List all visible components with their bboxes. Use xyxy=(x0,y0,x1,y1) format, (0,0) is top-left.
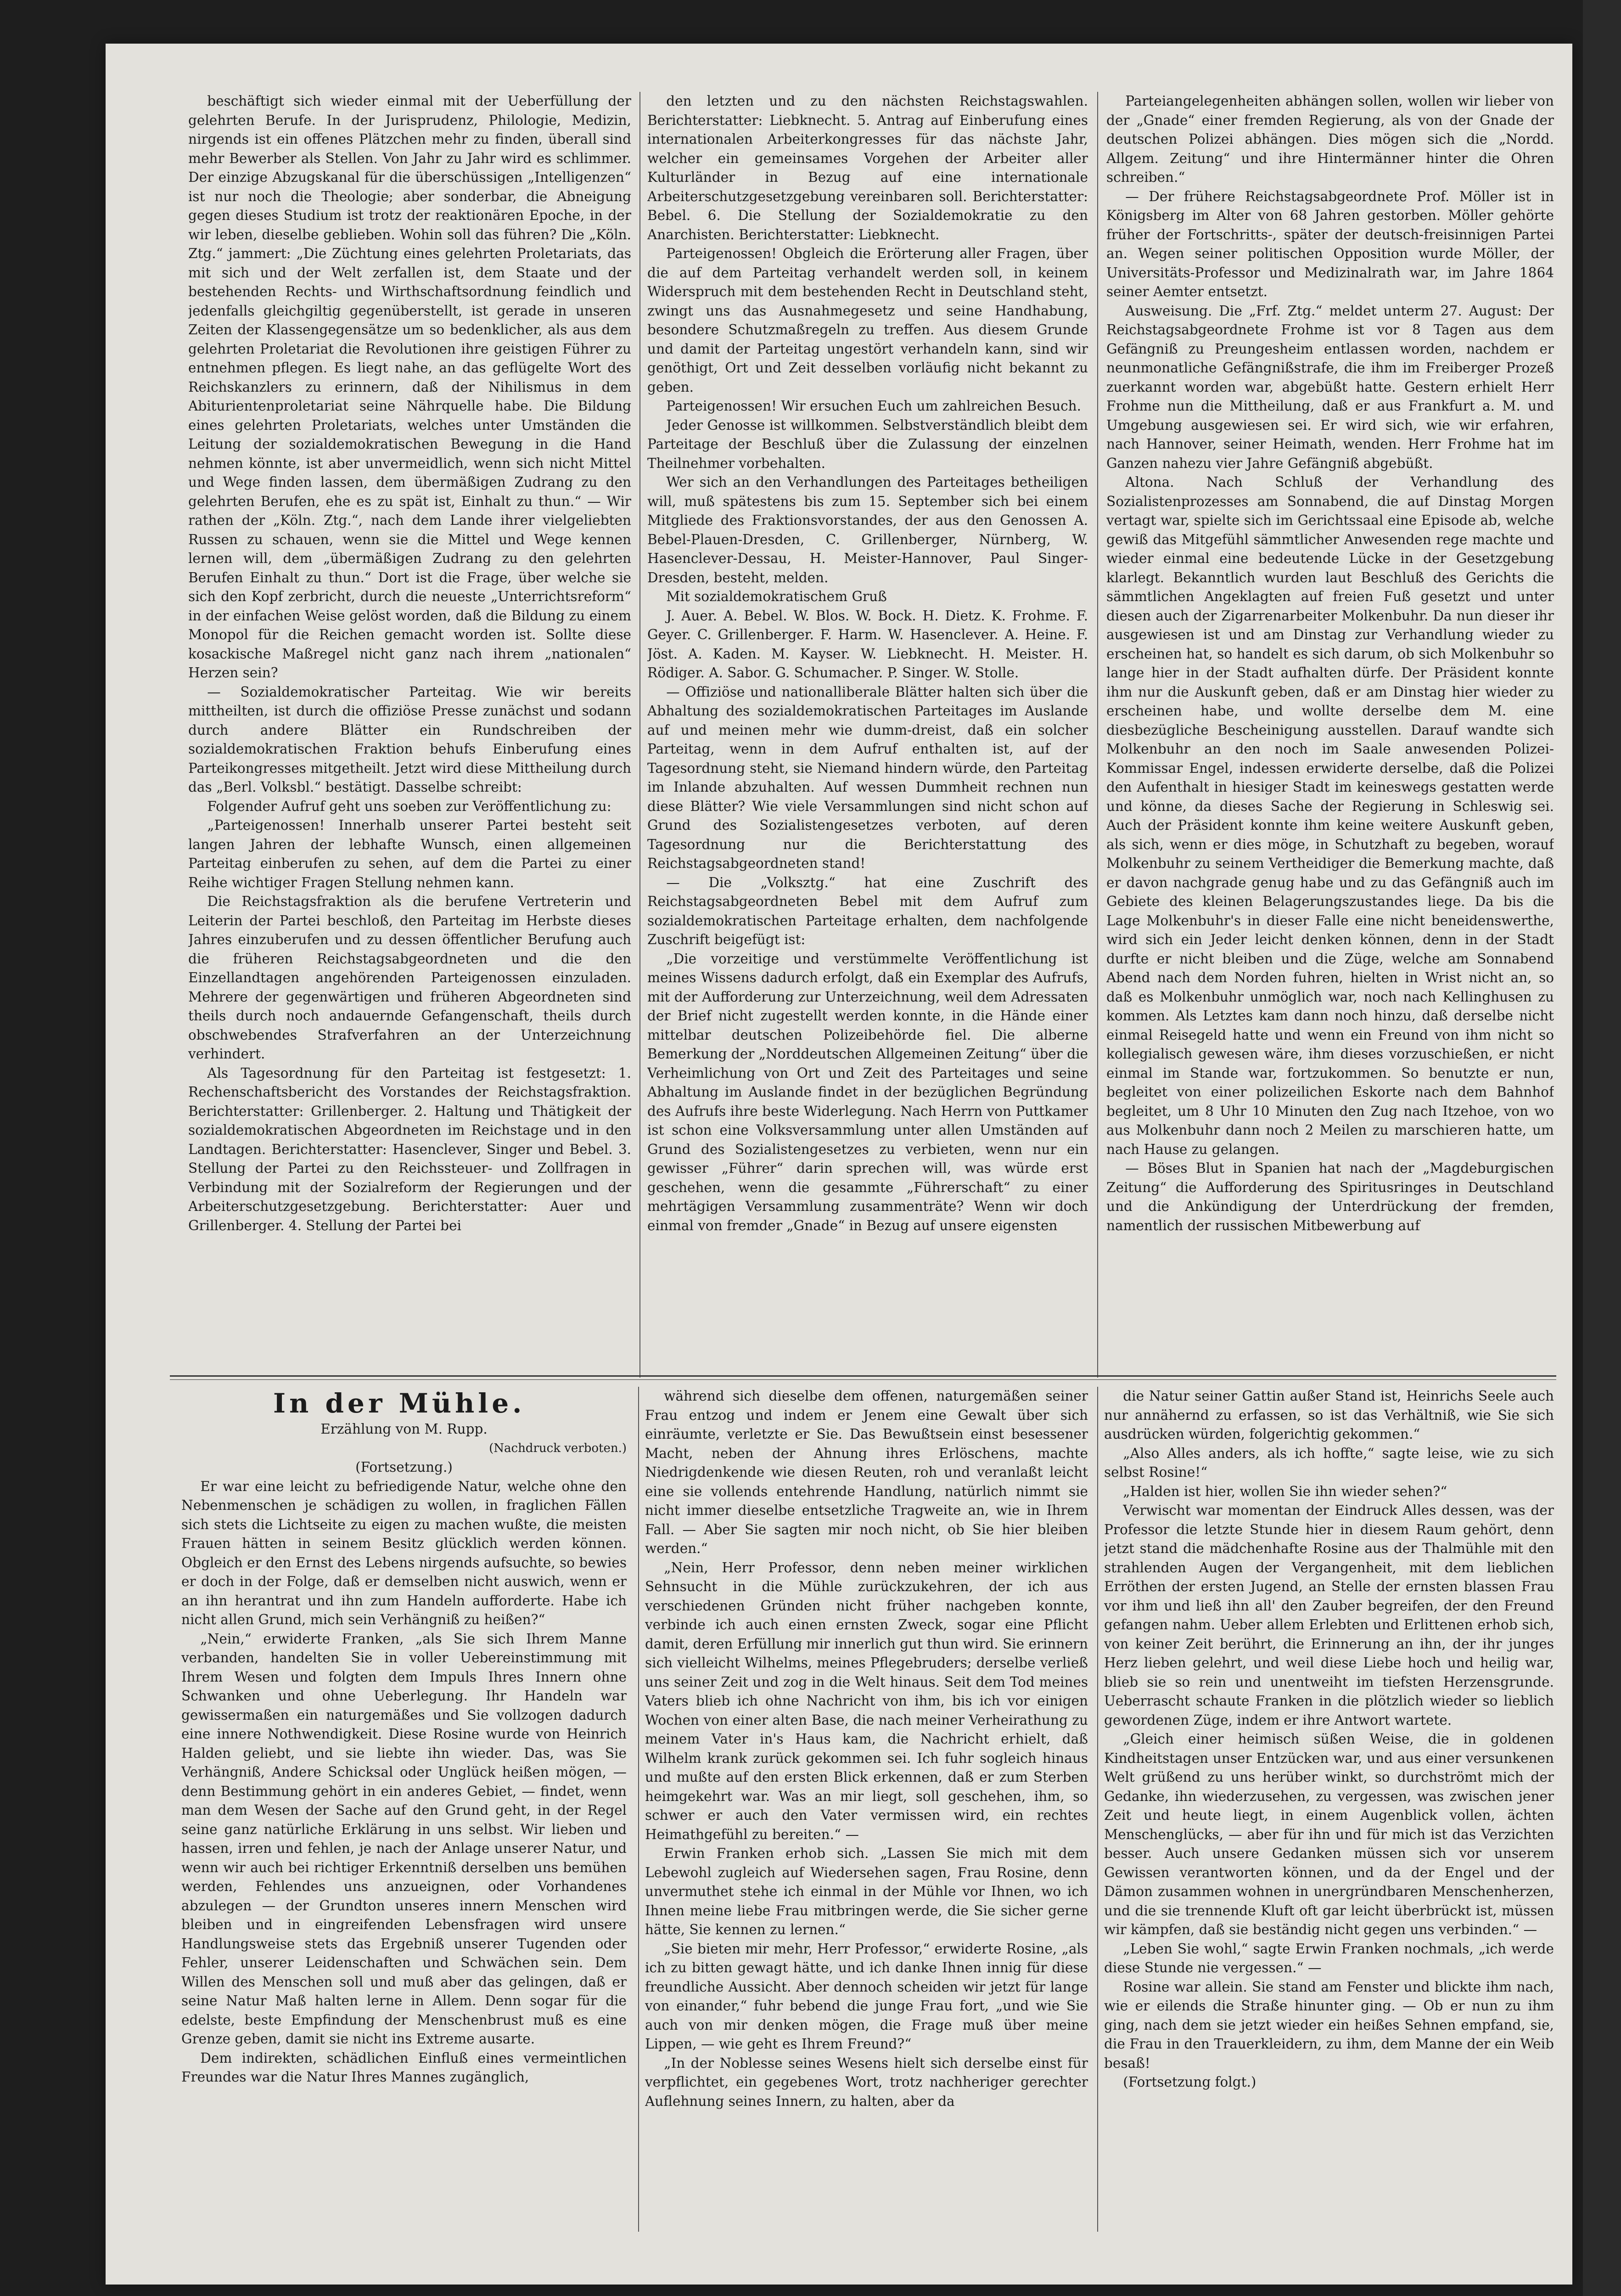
story-title: In der Mühle. xyxy=(273,1388,526,1419)
paragraph: „Sie bieten mir mehr, Herr Professor,“ erwiderte Rosine, „als ich zu bitten gewagt hätte, und ich danke Ihnen innig für diese freundliche Aussicht. Aber dennoch scheiden wir jetzt für lange von einander,“ fuhr bebend die junge Frau fort, „und wie Sie auch von mir denken mögen, die Frage muß über meine Lippen, — wie geht es Ihrem Freund?“ xyxy=(645,1941,1088,2052)
column-rule-2 xyxy=(1097,92,1098,1378)
story-rule-1 xyxy=(638,1387,639,2232)
news-column-2 xyxy=(647,92,1088,1414)
paragraph: Mit sozialdemokratischem Gruß xyxy=(666,589,887,604)
paragraph: während sich dieselbe dem offenen, naturgemäßen seiner Frau entzog und indem er Jenem eine Gewalt über sich einräumte, verletzte er Sie. Das Bewußtsein einst besessener Macht, neben der Ahnung ihres Erlöschens, machte Niedrigdenkende wie diesen Reuten, roh und veranlaßt leicht eine sie vollends entehrende Handlung, natürlich nimmt sie nicht immer dieselbe entsetzliche Tragweite an, wie in Ihrem Fall. — Aber Sie sagten mir noch nicht, ob Sie hier bleiben werden.“ xyxy=(645,1388,1088,1556)
story-column-1 xyxy=(181,1387,627,2241)
paragraph: „Leben Sie wohl,“ sagte Erwin Franken nochmals, „ich werde diese Stunde nie vergessen.“ — xyxy=(1104,1941,1554,1975)
paragraph: „In der Noblesse seines Wesens hielt sich derselbe einst für verpflichtet, ein gegebenes Wort, trotz nachheriger gerechter Auflehnung seines Innern, zu halten, aber da xyxy=(645,2055,1088,2109)
story-rule-2 xyxy=(1097,1387,1098,2232)
paragraph: „Halden ist hier, wollen Sie ihn wieder sehen?“ xyxy=(1123,1483,1447,1499)
paragraph: — Böses Blut in Spanien hat nach der „Magdeburgischen Zeitung“ die Aufforderung des Spiritusringes in Deutschland und die Ankündigung der Unterdrückung der fremden, namentlich der russischen Mitbewerbung auf xyxy=(1106,1160,1554,1233)
story-column-2 xyxy=(645,1387,1088,2241)
paragraph: Altona. Nach Schluß der Verhandlung des Sozialistenprozesses am Sonnabend, die auf Dinstag Morgen vertagt war, spielte sich im Gerichtssaal eine Episode ab, welche gewiß das Mitgefühl sämmtlicher Anwesenden rege machte und wieder einmal eine bedeutende Lücke in der Gesetzgebung klarlegt. Bekanntlich wurden laut Beschluß des Gerichts die sämmtlichen Angeklagten auf freien Fuß gesetzt und unter diesen auch der Zigarrenarbeiter Molkenbuhr. Da nun dieser ihr ausgewiesen ist und am Dinstag zur Verhandlung wieder zu erscheinen hat, so handelt es sich darum, ob sich Molkenbuhr so lange hier in der Stadt aufhalten dürfe. Der Präsident konnte ihm nur die Auskunft geben, daß er am Dinstag hier wieder zu erscheinen habe, und wollte derselbe dem M. eine diesbezügliche Bescheinigung ausstellen. Darauf wandte sich Molkenbuhr an den noch im Saale anwesenden Polizei-Kommissar Engel, indessen erwiderte derselbe, daß die Polizei den Aufenthalt in hiesiger Stadt im keineswegs gestatten werde und könne, da dieses Sache der Regierung in Schleswig sei. Auch der Präsident konnte ihm keine weitere Auskunft geben, als sich, wenn er dies möge, in Schutzhaft zu begeben, worauf Molkenbuhr zu seinem Vertheidiger die Bemerkung machte, daß er davon nachgrade genug habe und zu das Gefängniß auch im Gebiete des kleinen Belagerungszustandes liege. Da bis die Lage Molkenbuhr's in dieser Falle eine nicht beneidenswerthe, wird sich ein Jeder leicht denken können, denn in der Stadt durfte er nicht bleiben und die Züge, welche am Sonnabend Abend nach dem Norden fuhren, hielten in Wrist nicht an, so daß es Molkenbuhr unmöglich war, noch nach Kellinghusen zu kommen. Als Letztes kam dann noch hinzu, daß derselbe nicht einmal Reisegeld hatte und wenn ein Freund von ihm nicht so kollegialisch gewesen wäre, ihm dieses vorzuschießen, er nicht einmal im Stande war, fortzukommen. So benutzte er nun, begleitet von einer polizeilichen Eskorte nach dem Bahnhof begleitet, um 8 Uhr 10 Minuten den Zug nach Itzehoe, von wo aus Molkenbuhr dann noch 2 Meilen zu marschieren hatte, um nach Hause zu gelangen. xyxy=(1106,474,1554,1157)
paragraph: „Nein,“ erwiderte Franken, „als Sie sich Ihrem Manne verbanden, handelten Sie in voller Uebereinstimmung mit Ihrem Wesen und folgten dem Impuls Ihres Innern ohne Schwanken und ohne Ueberlegung. Ihr Handeln war gewissermaßen ein naturgemäßes und Sie vollzogen dadurch eine innere Nothwendigkeit. Diese Rosine wurde von Heinrich Halden geliebt, und sie liebte ihn wieder. Das, was Sie Verhängniß, Andere Schicksal oder Unglück heißen mögen, — denn Bestimmung gehört in ein anderes Gebiet, — findet, wenn man dem Wesen der Sache auf den Grund geht, in der Regel seine ganz natürliche Erklärung in uns selbst. Wir lieben und hassen, irren und fehlen, je nach der Anlage unserer Natur, und wenn wir auch bei richtiger Erkenntniß derselben uns bemühen werden, Fehlendes uns anzueignen, oder Vorhandenes abzulegen — der Grundton unseres innern Menschen wird bleiben und in eingreifenden Lebensfragen wird unsere Handlungsweise stets das Ergebniß unserer Tugenden oder Fehler, unserer Leidenschaften und Schwächen sein. Dem Willen des Menschen soll und muß aber das gelingen, daß er seine Natur Maß halten lerne in Allem. Denn sogar für die edelste, beste Empfindung der Menschenbrust muß es eine Grenze geben, damit sie nicht ins Extreme ausarte. xyxy=(181,1631,627,2047)
paragraph: „Die vorzeitige und verstümmelte Veröffentlichung ist meines Wissens dadurch erfolgt, daß ein Exemplar des Aufrufs, mit der Aufforderung zur Unterzeichnung, weil dem Adressaten der Brief nicht zugestellt werden konnte, in die Hände einer mittelbar deutschen Polizeibehörde fiel. Die alberne Bemerkung der „Norddeutschen Allgemeinen Zeitung“ über die Verheimlichung von Ort und Zeit des Parteitages und seine Abhaltung im Auslande findet in der bezüglichen Begründung des Aufrufs ihre beste Widerlegung. Nach Herrn von Puttkamer ist schon eine Volksversammlung unter allen Umständen auf Grund des Sozialistengesetzes zu verbieten, wenn nur ein gewisser „Führer“ darin sprechen will, was würde erst geschehen, wenn die gesammte „Führerschaft“ zu einer mehrtägigen Versammlung zusammenträte? Wenn wir doch einmal von fremder „Gnade“ in Bezug auf unsere eigensten xyxy=(647,951,1088,1233)
continuation-note: (Fortsetzung.) xyxy=(355,1459,453,1475)
paragraph: Er war eine leicht zu befriedigende Natur, welche ohne den Nebenmenschen je schädigen zu wollen, in fraglichen Fällen sich stets die Lichtseite zu eigen zu machen wußte, die meisten Frauen hätten in seinem Besitz glücklich werden können. Obgleich er den Ernst des Lebens nirgends aufsuchte, so bewies er doch in der Folge, daß er demselben nicht auswich, wenn er an ihn herantrat und ihn zum Handeln aufforderte. Habe ich nicht allen Grund, mich sein Verhängniß zu heißen?“ xyxy=(181,1478,627,1627)
paragraph: Dem indirekten, schädlichen Einfluß eines vermeintlichen Freundes war die Natur Ihres Mannes zugänglich, xyxy=(181,2050,627,2085)
paragraph: „Also Alles anders, als ich hoffte,“ sagte leise, wie zu sich selbst Rosine!“ xyxy=(1104,1445,1554,1480)
paragraph: Als Tagesordnung für den Parteitag ist festgesetzt: 1. Rechenschaftsbericht des Vorstandes der Reichstagsfraktion. Berichterstatter: Grillenberger. 2. Haltung und Thätigkeit der sozialdemokratischen Abgeordneten im Reichstage und in den Landtagen. Berichterstatter: Hasenclever, Singer und Bebel. 3. Stellung der Partei zu den Reichssteuer- und Zollfragen in Verbindung mit der Sozialreform der Regierungen und der Arbeiterschutzgesetzgebung. Berichterstatter: Auer und Grillenberger. 4. Stellung der Partei bei xyxy=(188,1065,631,1233)
paragraph: „Parteigenossen! Innerhalb unserer Partei besteht seit langen Jahren der lebhafte Wunsch, einen allgemeinen Parteitag einberufen zu sehen, auf dem die Partei zu einer Reihe wichtiger Fragen Stellung nehmen kann. xyxy=(188,817,631,890)
paragraph: Parteigenossen! Obgleich die Erörterung aller Fragen, über die auf dem Parteitag verhandelt werden soll, in keinem Widerspruch mit dem bestehenden Recht in Deutschland steht, zwingt uns das Ausnahmegesetz und seine Handhabung, besondere Schutzmaßregeln zu treffen. Aus diesem Grunde und damit der Parteitag ungestört verhandeln kann, sind wir genöthigt, Ort und Zeit desselben vorläufig nicht bekannt zu geben. xyxy=(647,246,1088,395)
paragraph: Rosine war allein. Sie stand am Fenster und blickte ihm nach, wie er eilends die Straße hinunter ging. — Ob er nun zu ihm ging, nach dem sie jetzt wieder ein heißes Sehnen empfand, sie, die Frau in den Trauerkleidern, zu ihm, dem Manne der ein Weib besaß! xyxy=(1104,1979,1554,2071)
paragraph: Erwin Franken erhob sich. „Lassen Sie mich mit dem Lebewohl zugleich auf Wiedersehen sagen, Frau Rosine, denn unvermuthet stehe ich einmal in der Mühle vor Ihnen, wo ich Ihnen meine liebe Frau mitbringen werde, die Sie sicher gerne hätte, Sie kennen zu lernen.“ xyxy=(645,1846,1088,1937)
paragraph: „Nein, Herr Professor, denn neben meiner wirklichen Sehnsucht in die Mühle zurückzukehren, der ich aus verschiedenen Gründen nicht früher nachgeben konnte, verbinde ich auch einen ernsten Zweck, sogar eine Pflicht damit, deren Erfüllung mir innerlich gut thun wird. Sie erinnern sich vielleicht Wilhelms, meines Pflegebruders; derselbe verließ uns seiner Zeit und zog in die Welt hinaus. Seit dem Tod meines Vaters blieb ich ohne Nachricht von ihm, bis ich vor einigen Wochen von einer alten Base, die nach meiner Verheirathung zu meinem Vater in's Haus kam, die Nachricht erhielt, daß Wilhelm krank zurück gekommen sei. Ich fuhr sogleich hinaus und mußte auf den ersten Blick erkennen, daß er zum Sterben heimgekehrt war. Was an mir liegt, soll geschehen, ihm, so schwer er auch den Vater vermissen wird, ein rechtes Heimathgefühl zu bereiten.“ — xyxy=(645,1559,1088,1842)
paragraph: den letzten und zu den nächsten Reichstagswahlen. Berichterstatter: Liebknecht. 5. Antrag auf Einberufung eines internationalen Arbeiterkongresses für das nächste Jahr, welcher ein gemeinsames Vorgehen der Arbeiter aller Kulturländer in Bezug auf eine internationale Arbeiterschutzgesetzgebung vereinbaren soll. Berichterstatter: Bebel. 6. Die Stellung der Sozialdemokratie zu den Anarchisten. Berichterstatter: Liebknecht. xyxy=(647,93,1088,242)
paragraph: (Fortsetzung folgt.) xyxy=(1123,2074,1256,2090)
paragraph: Parteigenossen! Wir ersuchen Euch um zahlreichen Besuch. xyxy=(666,398,1081,414)
feuilleton-rule-thin xyxy=(170,1379,1556,1380)
news-column-3 xyxy=(1106,92,1554,1414)
paragraph: Verwischt war momentan der Eindruck Alles dessen, was der Professor die letzte Stunde hier in diesem Raum gehört, denn jetzt stand die mädchenhafte Rosine aus der Thalmühle mit den strahlenden Augen der Vergangenheit, mit dem lieblichen Erröthen der ersten Jugend, an Stelle der ernsten blassen Frau vor ihm und ließ ihn all' den Zauber begreifen, der den Freund gefangen nahm. Ueber allem Erlebten und Erlittenen erhob sich, von keiner Zeit berührt, die Erinnerung an ihn, der ihr junges Herz lieben gelehrt, und weil diese Liebe hoch und heilig war, blieb sie so rein und unentweiht im tiefsten Herzensgrunde. Ueberrascht schaute Franken in die plötzlich wieder so lieblich gewordenen Züge, indem er ihre Antwort wartete. xyxy=(1104,1503,1554,1728)
feuilleton-rule xyxy=(170,1375,1556,1377)
column-rule-1 xyxy=(639,92,640,1378)
story-author: Erzählung von M. Rupp. xyxy=(320,1421,488,1437)
reprint-note: (Nachdruck verboten.) xyxy=(489,1441,627,1455)
paragraph: — Offiziöse und nationalliberale Blätter halten sich über die Abhaltung des sozialdemokratischen Parteitages im Auslande auf und meinen mehr wie dumm-dreist, daß ein solcher Parteitag, wenn in dem Aufruf enthalten ist, auf der Tagesordnung steht, sie Niemand hindern würde, den Parteitag im Inlande abzuhalten. Auf wessen Dummheit rechnen nun diese Blätter? Wie viele Versammlungen sind nicht schon auf Grund des Sozialistengesetzes verboten, auf deren Tagesordnung nur die Berichterstattung des Reichstagsabgeordneten stand! xyxy=(647,684,1088,871)
paragraph: Parteiangelegenheiten abhängen sollen, wollen wir lieber von der „Gnade“ einer fremden Regierung, als von der Gnade der deutschen Polizei abhängen. Dies mögen sich die „Nordd. Allgem. Zeitung“ und ihre Hintermänner hinter die Ohren schreiben.“ xyxy=(1106,93,1554,185)
scan-edge xyxy=(1583,0,1621,2296)
paragraph: Die Reichstagsfraktion als die berufene Vertreterin und Leiterin der Partei beschloß, den Parteitag im Herbste dieses Jahres einzuberufen und zu dessen öffentlicher Berufung auch die früheren Reichstagsabgeordneten und die den Einzellandtagen angehörenden Parteigenossen einzuladen. Mehrere der gegenwärtigen und früheren Abgeordneten sind theils durch noch andauernde Gefangenschaft, theils durch obschwebendes Strafverfahren an der Unterzeichnung verhindert. xyxy=(188,894,631,1062)
paragraph: Ausweisung. Die „Frf. Ztg.“ meldet unterm 27. August: Der Reichstagsabgeordnete Frohme ist vor 8 Tagen aus dem Gefängniß zu Preungesheim entlassen worden, nachdem er neunmonatliche Gefängnißstrafe, die ihm im Freiberger Prozeß zuerkannt worden war, abgebüßt hatte. Gestern erhielt Herr Frohme nun die Mittheilung, daß er aus Frankfurt a. M. und Umgebung ausgewiesen sei. Er wird sich, wie wir erfahren, nach Hannover, seiner Heimath, wenden. Herr Frohme hat im Ganzen nahezu vier Jahre Gefängniß abgebüßt. xyxy=(1106,303,1554,471)
story-column-3 xyxy=(1104,1387,1554,2241)
paragraph: beschäftigt sich wieder einmal mit der Ueberfüllung der gelehrten Berufe. In der Jurisprudenz, Philologie, Medizin, nirgends ist ein offenes Plätzchen mehr zu finden, überall sind mehr Bewerber als Stellen. Von Jahr zu Jahr wird es schlimmer. Der einzige Abzugskanal für die überschüssigen „Intelligenzen“ ist nur noch die Theologie; aber sonderbar, die Abneigung gegen dieses Studium ist trotz der reaktionären Epoche, in der wir leben, dieselbe geblieben. Wohin soll das führen? Die „Köln. Ztg.“ jammert: „Die Züchtung eines gelehrten Proletariats, das mit sich und der Welt zerfallen ist, dem Staate und der bestehenden Rechts- und Wirthschaftsordnung feindlich und jedenfalls gleichgiltig gegenüberstellt, ist gerade in unseren Zeiten der Klassengegensätze um so bedenklicher, als aus dem gelehrten Proletariat die Revolutionen ihre geistigen Führer zu entnehmen pflegen. Es liegt nahe, an das geflügelte Wort des Reichskanzlers zu erinnern, daß der Nihilismus in dem Abiturientenproletariat seine Nährquelle habe. Die Bildung eines gelehrten Proletariats, welches unter Umständen die Leitung der sozialdemokratischen Bewegung in die Hand nehmen könnte, ist aber unvermeidlich, wenn sich nicht Mittel und Wege finden lassen, dem übermäßigen Zudrang zu den gelehrten Berufen, ehe es zu spät ist, Einhalt zu thun.“ — Wir rathen der „Köln. Ztg.“, nach dem Lande ihrer vielgeliebten Russen zu schauen, wenn sie die Mittel und Wege kennen lernen will, dem „übermäßigen Zudrang zu den gelehrten Berufen Einhalt zu thun.“ Dort ist die Frage, über welche sie sich den Kopf zerbricht, durch die neueste „Unterrichtsreform“ in der einfachen Weise gelöst worden, daß die Bildung zu einem Monopol für die Reichen gemacht worden ist. Sollte diese kosackische Maßregel nicht ganz nach ihrem „nationalen“ Herzen sein? xyxy=(188,93,631,681)
news-column-1 xyxy=(188,92,631,1414)
paragraph: — Der frühere Reichstagsabgeordnete Prof. Möller ist in Königsberg im Alter von 68 Jahren gestorben. Möller gehörte früher der Fortschritts-, später der deutsch-freisinnigen Partei an. Wegen seiner politischen Opposition wurde Möller, der Universitäts-Professor und Medizinalrath war, im Jahre 1864 seiner Aemter entsetzt. xyxy=(1106,188,1554,299)
paragraph: Wer sich an den Verhandlungen des Parteitages betheiligen will, muß spätestens bis zum 15. September sich bei einem Mitgliede des Fraktionsvorstandes, der aus den Genossen A. Bebel-Plauen-Dresden, C. Grillenberger, Nürnberg, W. Hasenclever-Dessau, H. Meister-Hannover, Paul Singer-Dresden, besteht, melden. xyxy=(647,474,1088,585)
paragraph: „Gleich einer heimisch süßen Weise, die in goldenen Kindheitstagen unser Entzücken war, und aus einer versunkenen Welt grüßend zu uns herüber winkt, so durchströmt mich der Gedanke, ihn wiederzusehen, zu vergessen, was zwischen jener Zeit und heute liegt, in einem Augenblick vollen, ächten Menschenglücks, — aber für ihn und für mich ist das Verzichten besser. Auch unsere Gedanken müssen sich vor unserem Gewissen verantworten können, und da der Engel und der Dämon zusammen wohnen in unergründbaren Menschenherzen, und die sie trennende Kluft oft gar leicht überbrückt ist, müssen wir kämpfen, daß sie beständig nicht gegen uns verbinden.“ — xyxy=(1104,1731,1554,1937)
paragraph: — Die „Volksztg.“ hat eine Zuschrift des Reichstagsabgeordneten Bebel mit dem Aufruf zum sozialdemokratischen Parteitage erhalten, dem nachfolgende Zuschrift beigefügt ist: xyxy=(647,874,1088,947)
paragraph: Jeder Genosse ist willkommen. Selbstverständlich bleibt dem Parteitage der Beschluß über die Zulassung der einzelnen Theilnehmer vorbehalten. xyxy=(647,417,1088,471)
paragraph: J. Auer. A. Bebel. W. Blos. W. Bock. H. Dietz. K. Frohme. F. Geyer. C. Grillenberger. F. Harm. W. Hasenclever. A. Heine. F. Jöst. A. Kaden. M. Kayser. W. Liebknecht. H. Meister. H. Rödiger. A. Sabor. G. Schumacher. P. Singer. W. Stolle. xyxy=(647,608,1088,681)
paragraph: — Sozialdemokratischer Parteitag. Wie wir bereits mittheilten, ist durch die offiziöse Presse zunächst und sodann durch andere Blätter ein Rundschreiben der sozialdemokratischen Fraktion behufs Einberufung eines Parteikongresses mitgetheilt. Jetzt wird diese Mittheilung durch das „Berl. Volksbl.“ bestätigt. Dasselbe schreibt: xyxy=(188,684,631,795)
paragraph: Folgender Aufruf geht uns soeben zur Veröffentlichung zu: xyxy=(207,798,611,814)
paragraph: die Natur seiner Gattin außer Stand ist, Heinrichs Seele auch nur annähernd zu erfassen, so ist das Verhältniß, wie Sie sich ausdrücken würden, folgerichtig gekommen.“ xyxy=(1104,1388,1554,1442)
